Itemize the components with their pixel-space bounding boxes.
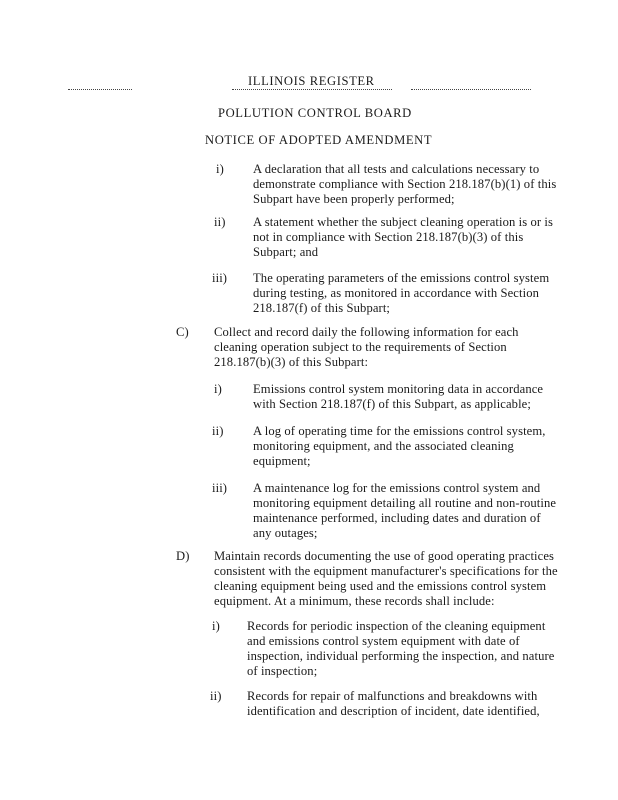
item-marker: iii)	[212, 481, 228, 495]
item-marker: i)	[216, 162, 224, 176]
board-title: POLLUTION CONTROL BOARD	[218, 106, 412, 120]
header-rule-right	[411, 89, 531, 90]
section-text: Collect and record daily the following information for each cleaning operation subject to the requirements of Section 218.187(b)(3) of this Subpart:	[214, 325, 519, 369]
item-text: The operating parameters of the emissions control system during testing, as monitored in accordance with Section 218.187(f) of this Subpart;	[253, 271, 550, 315]
item-text: Records for repair of malfunctions and breakdowns with identification and description of incident, date identified,	[247, 689, 540, 718]
item-marker: ii)	[210, 689, 222, 703]
item-text: A log of operating time for the emissions control system, monitoring equipment, and the associated cleaning equipment;	[253, 424, 546, 468]
header-rule-left	[68, 89, 132, 90]
register-title: ILLINOIS REGISTER	[248, 74, 375, 88]
section-marker: C)	[176, 325, 189, 339]
item-marker: ii)	[212, 424, 224, 438]
item-text: A statement whether the subject cleaning operation is or is not in compliance with Section 218.187(b)(3) of this Subpart; and	[253, 215, 554, 259]
item-marker: i)	[212, 619, 220, 633]
header-rule-center	[232, 89, 392, 90]
item-text: A maintenance log for the emissions control system and monitoring equipment detailing all routine and non-routine maintenance performed, including dates and duration of any outages;	[253, 481, 557, 540]
notice-title: NOTICE OF ADOPTED AMENDMENT	[205, 133, 433, 147]
item-text: Records for periodic inspection of the cleaning equipment and emissions control system equipment with date of inspection, individual performing the inspection, and nature of inspection;	[247, 619, 555, 678]
section-marker: D)	[176, 549, 190, 563]
item-text: A declaration that all tests and calculations necessary to demonstrate compliance with Section 218.187(b)(1) of this Subpart have been properly performed;	[253, 162, 557, 206]
item-marker: iii)	[212, 271, 228, 285]
item-text: Emissions control system monitoring data in accordance with Section 218.187(f) of this Subpart, as applicable;	[253, 382, 544, 411]
item-marker: ii)	[214, 215, 226, 229]
section-text: Maintain records documenting the use of good operating practices consistent with the equipment manufacturer's specifications for the cleaning equipment being used and the emissions control system equipment. At a minimum, these records shall include:	[214, 549, 558, 608]
item-marker: i)	[214, 382, 222, 396]
